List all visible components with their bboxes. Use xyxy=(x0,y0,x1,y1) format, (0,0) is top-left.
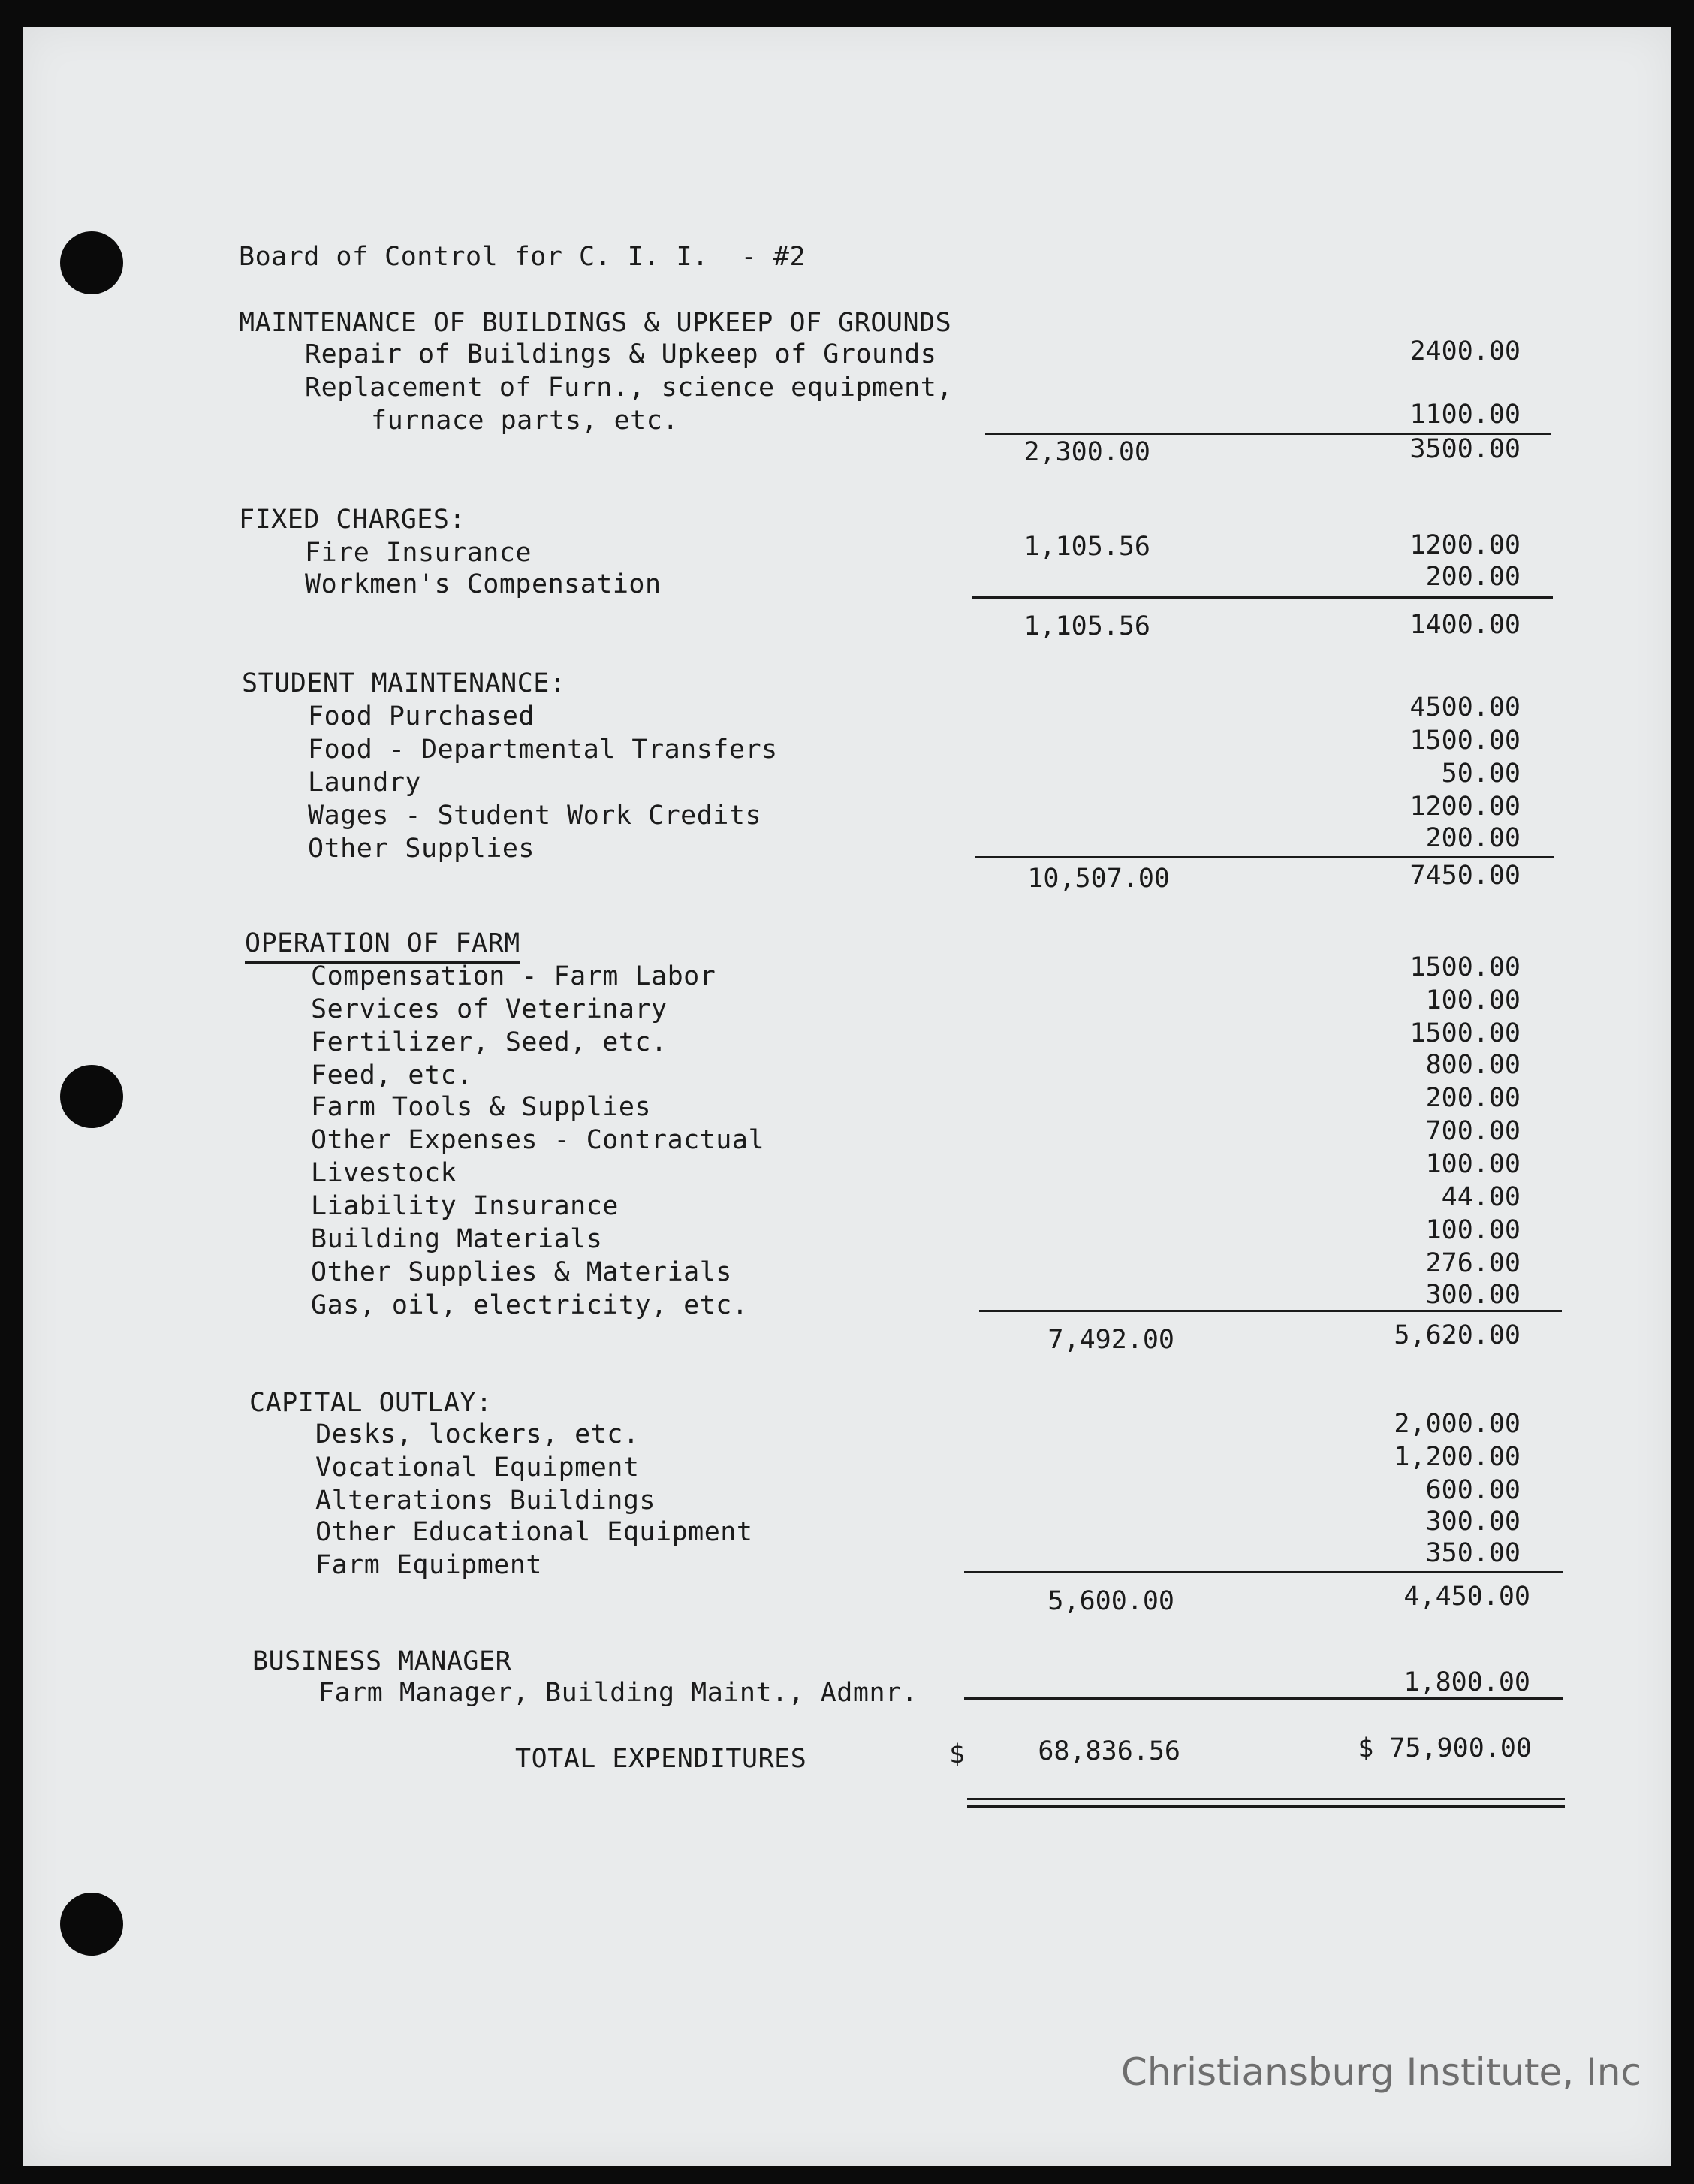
line-item-value: 700.00 xyxy=(1425,1116,1521,1146)
line-item-label: Food - Departmental Transfers xyxy=(308,735,778,765)
subtotal-rule xyxy=(975,856,1554,858)
line-item-label: Workmen's Compensation xyxy=(305,569,662,599)
line-item-value: 1500.00 xyxy=(1409,1018,1521,1048)
subtotal-prior: 5,600.00 xyxy=(1047,1586,1174,1616)
subtotal-rule xyxy=(979,1310,1562,1312)
line-item-value: 300.00 xyxy=(1425,1507,1521,1537)
total-double-rule xyxy=(967,1798,1565,1800)
line-item-label: Services of Veterinary xyxy=(311,994,668,1024)
line-item-value: 50.00 xyxy=(1441,759,1521,789)
line-item-label: Feed, etc. xyxy=(311,1060,473,1090)
line-item-label: Farm Manager, Building Maint., Admnr. xyxy=(318,1678,918,1708)
line-item-value: 600.00 xyxy=(1425,1475,1521,1505)
line-item-label: furnace parts, etc. xyxy=(371,406,679,436)
line-item-label: Other Educational Equipment xyxy=(315,1517,753,1547)
page-title: Board of Control for C. I. I. - #2 xyxy=(239,242,806,272)
subtotal-value: 7450.00 xyxy=(1409,861,1521,891)
line-item-value: 276.00 xyxy=(1425,1248,1521,1278)
line-item-value: 1200.00 xyxy=(1409,792,1521,822)
line-item-label: Compensation - Farm Labor xyxy=(311,961,716,991)
line-item-value: 100.00 xyxy=(1425,1149,1521,1179)
line-item-value: 1,800.00 xyxy=(1403,1667,1530,1697)
total-double-rule xyxy=(967,1805,1565,1808)
section-heading-business-manager: BUSINESS MANAGER xyxy=(252,1646,512,1676)
line-item-label: Alterations Buildings xyxy=(315,1486,656,1516)
section-heading-operation-of-farm: OPERATION OF FARM xyxy=(245,928,520,964)
line-item-label: Replacement of Furn., science equipment, xyxy=(305,373,953,403)
subtotal-prior: 7,492.00 xyxy=(1047,1325,1174,1355)
line-item-label: Food Purchased xyxy=(308,701,535,732)
watermark: Christiansburg Institute, Inc xyxy=(1120,2050,1641,2094)
section-heading-maintenance: MAINTENANCE OF BUILDINGS & UPKEEP OF GROUNDS xyxy=(239,308,952,338)
line-item-value: 200.00 xyxy=(1425,1083,1521,1113)
line-item-label: Gas, oil, electricity, etc. xyxy=(311,1290,749,1320)
line-item-label: Desks, lockers, etc. xyxy=(315,1419,640,1449)
subtotal-rule xyxy=(972,596,1553,599)
total-label: TOTAL EXPENDITURES xyxy=(515,1744,807,1774)
line-item-value: 1,200.00 xyxy=(1394,1442,1521,1472)
line-item-label: Fertilizer, Seed, etc. xyxy=(311,1027,668,1057)
line-item-value: 800.00 xyxy=(1425,1050,1521,1080)
subtotal-value: 3500.00 xyxy=(1409,434,1521,464)
total-prior: 68,836.56 xyxy=(1038,1736,1180,1766)
subtotal-prior: 10,507.00 xyxy=(1027,864,1170,894)
line-item-value: 1100.00 xyxy=(1409,400,1521,430)
line-item-label: Vocational Equipment xyxy=(315,1452,640,1483)
line-item-value: 2,000.00 xyxy=(1394,1409,1521,1439)
line-item-label: Wages - Student Work Credits xyxy=(308,801,762,831)
subtotal-rule xyxy=(964,1571,1563,1573)
line-item-label: Other Supplies xyxy=(308,834,535,864)
line-item-label: Farm Equipment xyxy=(315,1550,543,1580)
line-item-label: Other Supplies & Materials xyxy=(311,1257,732,1287)
line-item-value: 4500.00 xyxy=(1409,692,1521,722)
line-item-prior: 1,105.56 xyxy=(1023,532,1150,562)
subtotal-value: 5,620.00 xyxy=(1394,1320,1521,1350)
subtotal-prior: 2,300.00 xyxy=(1023,437,1150,467)
line-item-label: Fire Insurance xyxy=(305,538,532,568)
line-item-label: Repair of Buildings & Upkeep of Grounds xyxy=(305,339,937,370)
line-item-label: Laundry xyxy=(308,768,422,798)
section-heading-fixed-charges: FIXED CHARGES: xyxy=(239,505,466,535)
line-item-label: Liability Insurance xyxy=(311,1191,619,1221)
line-item-label: Building Materials xyxy=(311,1224,603,1254)
subtotal-value: 4,450.00 xyxy=(1403,1582,1530,1612)
line-item-value: 300.00 xyxy=(1425,1280,1521,1310)
total-value: $ 75,900.00 xyxy=(1358,1733,1532,1763)
line-item-value: 100.00 xyxy=(1425,985,1521,1015)
subtotal-rule xyxy=(964,1697,1563,1700)
subtotal-prior: 1,105.56 xyxy=(1023,611,1150,641)
line-item-value: 100.00 xyxy=(1425,1215,1521,1245)
line-item-value: 200.00 xyxy=(1425,562,1521,592)
section-heading-capital-outlay: CAPITAL OUTLAY: xyxy=(249,1388,493,1418)
line-item-value: 1500.00 xyxy=(1409,725,1521,756)
line-item-value: 44.00 xyxy=(1441,1182,1521,1212)
total-dollar-sign: $ xyxy=(949,1739,966,1769)
line-item-label: Farm Tools & Supplies xyxy=(311,1092,652,1122)
line-item-value: 200.00 xyxy=(1425,823,1521,853)
line-item-label: Livestock xyxy=(311,1158,457,1188)
line-item-value: 1500.00 xyxy=(1409,952,1521,982)
line-item-value: 1200.00 xyxy=(1409,530,1521,560)
line-item-value: 2400.00 xyxy=(1409,336,1521,367)
section-heading-student-maintenance: STUDENT MAINTENANCE: xyxy=(242,668,566,698)
subtotal-value: 1400.00 xyxy=(1409,610,1521,640)
line-item-value: 350.00 xyxy=(1425,1538,1521,1568)
line-item-label: Other Expenses - Contractual xyxy=(311,1125,765,1155)
